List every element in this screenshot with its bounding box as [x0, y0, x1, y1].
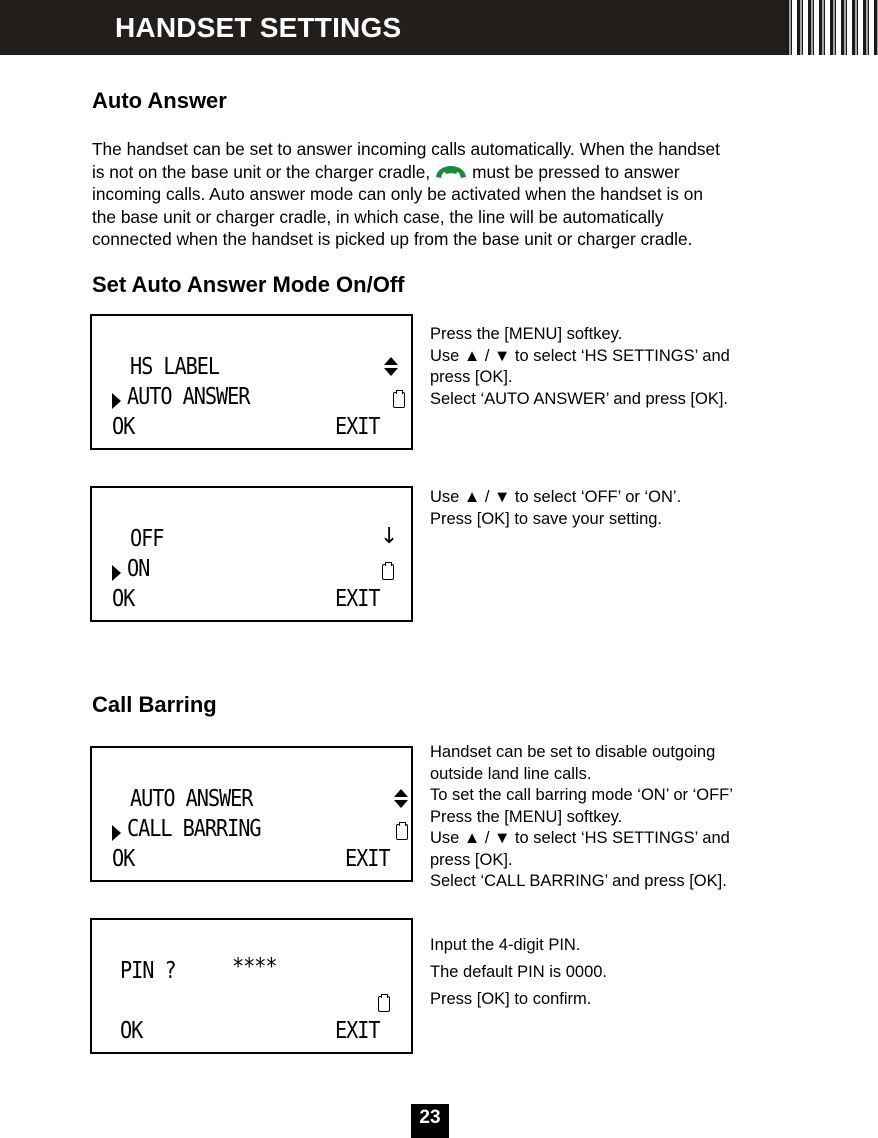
paragraph-line: connected when the handset is picked up from the base unit or charger cradle.: [92, 229, 693, 249]
page-title: HANDSET SETTINGS: [115, 12, 402, 43]
paragraph-text: is not on the base unit or the charger cradle,: [92, 161, 431, 182]
instructions-pin-entry: [430, 932, 790, 1013]
lcd-screen-on-off: [90, 486, 413, 622]
instruction-line: outside land line calls.: [430, 764, 592, 783]
instruction-line: Press the [MENU] softkey.: [430, 807, 623, 826]
lcd-line-2-selected: ON: [127, 556, 150, 582]
section-heading-set-auto-answer: Set Auto Answer Mode On/Off: [92, 272, 405, 297]
instruction-line: Press [OK] to save your setting.: [430, 509, 663, 528]
lcd-line-2-selected: AUTO ANSWER: [127, 384, 250, 410]
cursor-triangle-icon: [112, 565, 121, 581]
lcd-line-1: HS LABEL: [130, 354, 220, 380]
checker-pattern-decoration: [786, 0, 878, 55]
instruction-line: Press [OK] to confirm.: [430, 990, 592, 1008]
talk-phone-icon: [433, 164, 469, 180]
clipboard-icon: [378, 996, 390, 1012]
lcd-line-1: AUTO ANSWER: [130, 786, 253, 812]
instruction-line: To set the call barring mode ‘ON’ or ‘OFF’: [430, 786, 733, 804]
page-header: [0, 0, 878, 55]
down-arrow-icon: ↓: [380, 524, 398, 549]
page-number: 23: [411, 1104, 449, 1138]
lcd-screen-menu: [90, 314, 413, 450]
instruction-line: press [OK].: [430, 368, 513, 386]
lcd-screen-pin-entry: [90, 918, 413, 1054]
paragraph-line: The handset can be set to answer incoming calls automatically. When the handset: [92, 139, 720, 159]
instruction-line: Press the [MENU] softkey.: [430, 325, 623, 343]
auto-answer-paragraph: [92, 138, 792, 251]
lcd-screen-call-barring-menu: [90, 746, 413, 882]
softkey-exit: EXIT: [335, 586, 380, 612]
paragraph-line: [92, 161, 792, 184]
instruction-line: Select ‘AUTO ANSWER’ and press [OK].: [430, 389, 729, 408]
instruction-line: The default PIN is 0000.: [430, 963, 608, 981]
softkey-exit: EXIT: [345, 846, 390, 872]
softkey-ok: OK: [112, 846, 135, 872]
clipboard-icon: [393, 392, 405, 408]
pin-prompt: PIN ?: [120, 958, 176, 984]
softkey-ok: OK: [120, 1018, 143, 1044]
instruction-line: Input the 4-digit PIN.: [430, 936, 581, 954]
paragraph-line: the base unit or charger cradle, in which case, the line will be automatically: [92, 206, 664, 227]
section-heading-call-barring: Call Barring: [92, 692, 217, 717]
softkey-exit: EXIT: [335, 1018, 380, 1044]
instructions-auto-answer-menu: [430, 324, 790, 410]
instruction-line: Handset can be set to disable outgoing: [430, 743, 716, 761]
instruction-line: Use ▲ / ▼ to select ‘OFF’ or ‘ON’.: [430, 488, 682, 506]
pin-value-masked: ****: [232, 954, 277, 980]
softkey-ok: OK: [112, 586, 135, 612]
instructions-on-off: [430, 487, 790, 530]
paragraph-text: must be pressed to answer: [472, 161, 680, 182]
cursor-triangle-icon: [112, 825, 121, 841]
instruction-line: press [OK].: [430, 850, 513, 869]
paragraph-line: incoming calls. Auto answer mode can only be activated when the handset is on: [92, 184, 703, 204]
instruction-line: Select ‘CALL BARRING’ and press [OK].: [430, 872, 727, 890]
section-heading-auto-answer: Auto Answer: [92, 88, 227, 113]
instructions-call-barring-menu: [430, 742, 790, 893]
lcd-line-2-selected: CALL BARRING: [127, 816, 261, 842]
softkey-ok: OK: [112, 414, 135, 440]
instruction-line: Use ▲ / ▼ to select ‘HS SETTINGS’ and: [430, 829, 730, 847]
cursor-triangle-icon: [112, 393, 121, 409]
lcd-line-1: OFF: [130, 526, 164, 552]
instruction-line: Use ▲ / ▼ to select ‘HS SETTINGS’ and: [430, 346, 730, 365]
clipboard-icon: [396, 824, 408, 840]
softkey-exit: EXIT: [335, 414, 380, 440]
up-down-arrows-icon: [394, 789, 408, 811]
up-down-arrows-icon: [384, 357, 398, 379]
clipboard-icon: [382, 564, 394, 580]
